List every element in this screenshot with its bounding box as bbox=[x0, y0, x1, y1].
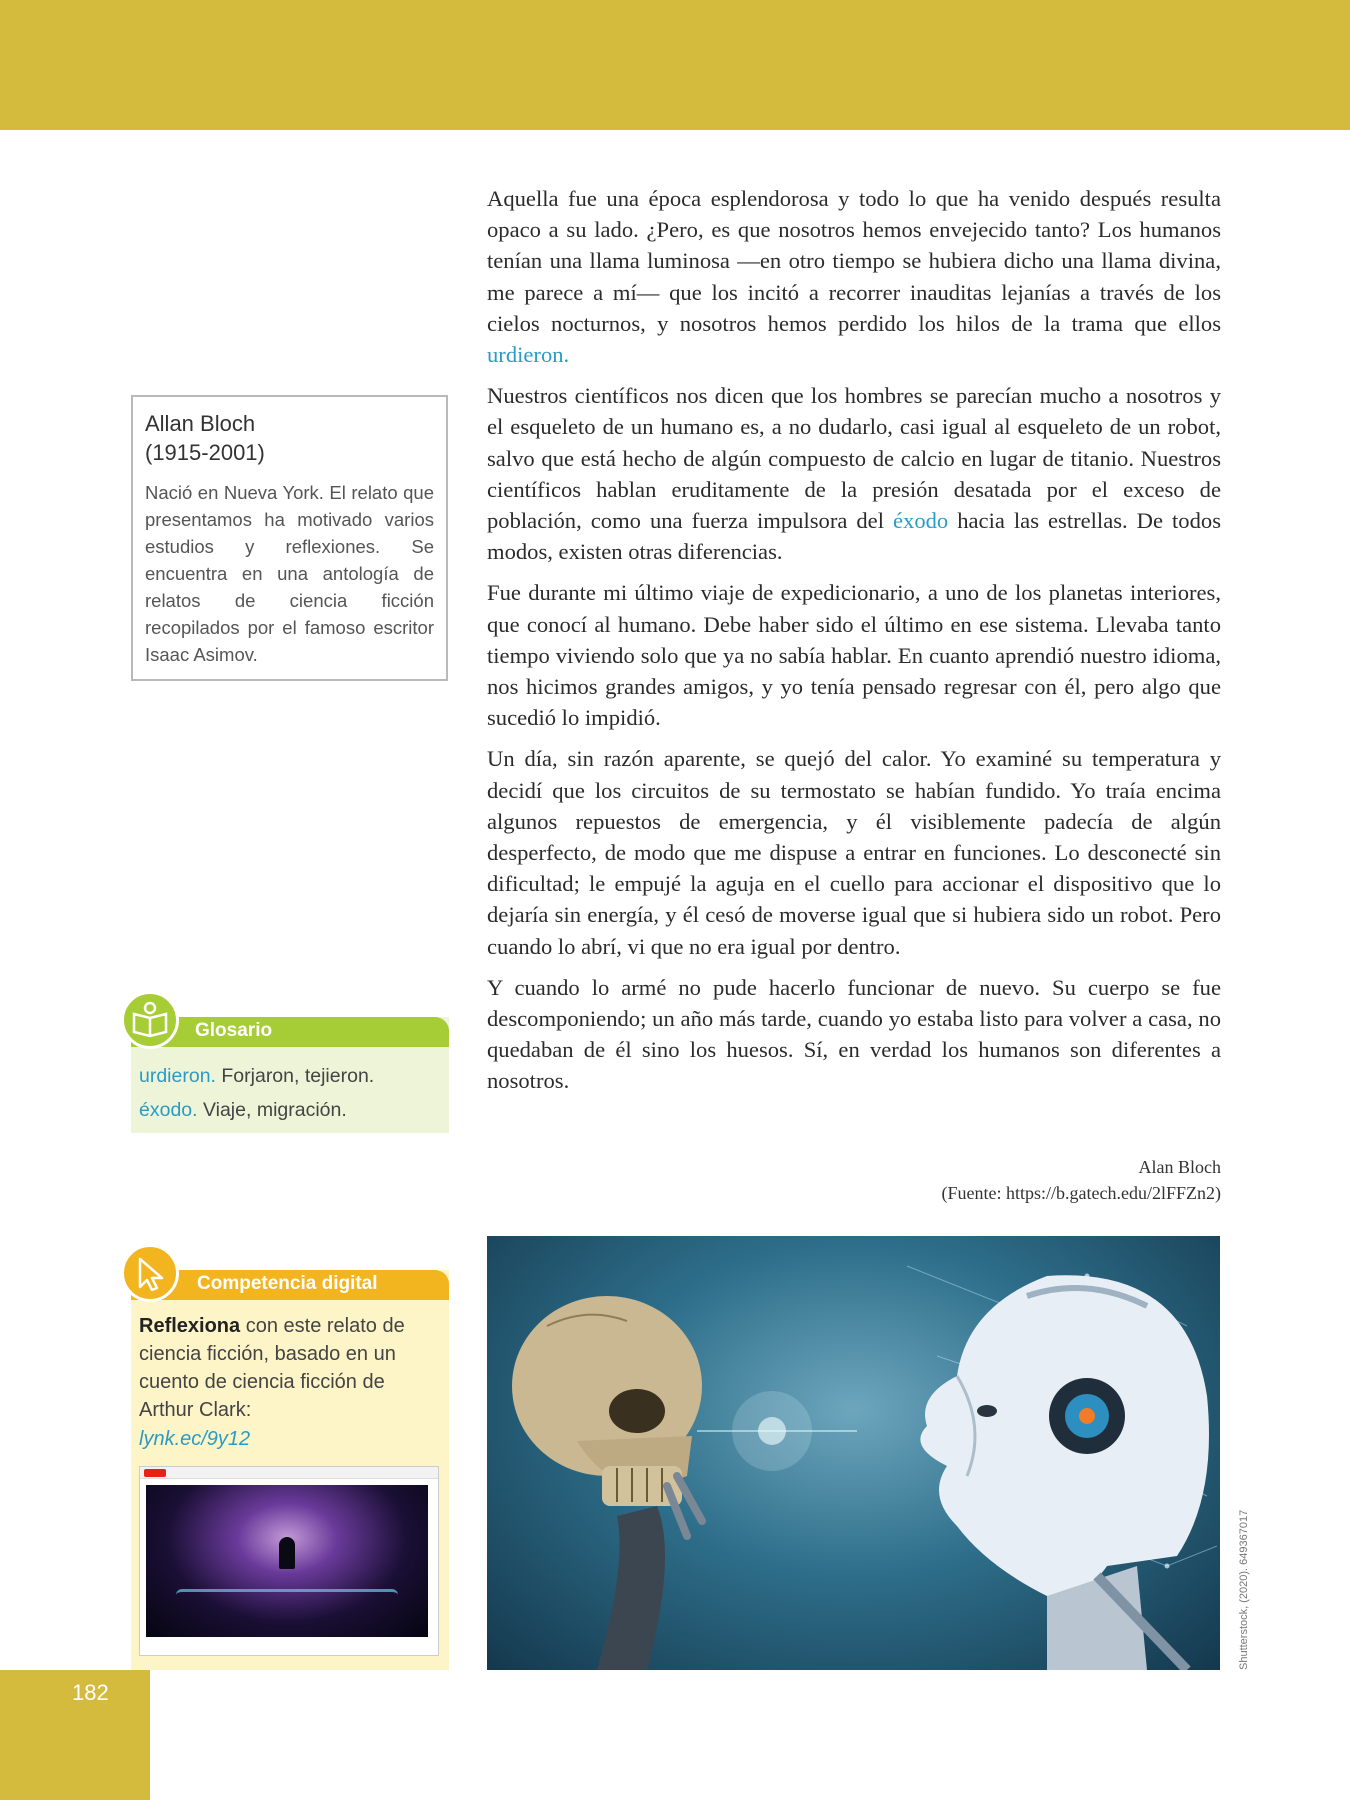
credit-author: Alan Bloch bbox=[1138, 1157, 1221, 1177]
author-box bbox=[131, 395, 448, 681]
story-text bbox=[487, 183, 1221, 1107]
competencia-title: Competencia digital bbox=[197, 1273, 378, 1294]
video-thumbnail[interactable] bbox=[139, 1466, 439, 1656]
author-bio: Nació en Nueva York. El relato que presentamos ha motivado varios estudios y reflexiones. Se encuentra en una antología de relatos de ciencia ficción recopilados por el famoso escritor Isaac Asimov. bbox=[145, 482, 434, 665]
story-paragraph-5: Y cuando lo armé no pude hacerlo funcionar de nuevo. Su cuerpo se fue descomponiendo; un año más tarde, cuando yo estaba listo para volver a casa, no quedaban de él sino los huesos. Sí, en verdad los humanos son diferentes a nosotros. bbox=[487, 974, 1221, 1094]
video-desk-shape bbox=[176, 1589, 398, 1619]
story-paragraph-3: Fue durante mi último viaje de expedicionario, a uno de los planetas interiores, que conocí al humano. Debe haber sido el último en ese sistema. Llevaba tanto tiempo viviendo solo que ya no sabía hablar. En cuanto aprendió nuestro idioma, nos hicimos grandes amigos, y yo tenía pensado regresar con él, pero algo que sucedió lo impidió. bbox=[487, 580, 1221, 731]
skull-robot-illustration bbox=[487, 1236, 1220, 1670]
cursor-icon bbox=[121, 1244, 179, 1302]
person-silhouette-icon bbox=[279, 1537, 295, 1569]
top-color-band bbox=[0, 0, 1350, 130]
glosario-entry: éxodo. Viaje, migración. bbox=[139, 1099, 347, 1121]
story-credit bbox=[942, 1154, 1221, 1206]
story-paragraph-1: Aquella fue una época esplendorosa y todo lo que ha venido después resulta opaco a su lado. ¿Pero, es que nosotros hemos envejecido tanto? Los humanos tenían una llama luminosa —en otro tiempo se hubiera dicho una llama divina, me parece a mí— que los incitó a recorrer inauditas lejanías a través de los cielos nocturnos, y nosotros hemos perdido los hilos de la trama que ellos urdieron. bbox=[487, 186, 1221, 368]
video-screen bbox=[146, 1485, 428, 1637]
author-name: Allan Bloch bbox=[145, 411, 256, 436]
author-years: (1915-2001) bbox=[145, 440, 265, 465]
glosario-entries bbox=[139, 1059, 374, 1127]
competencia-text: Reflexiona con este relato de ciencia ficción, basado en un cuento de ciencia ficción de Arthur Clark: bbox=[139, 1315, 405, 1421]
glosario-title: Glosario bbox=[195, 1020, 273, 1041]
video-toolbar bbox=[140, 1467, 438, 1479]
competencia-link[interactable]: lynk.ec/9y12 bbox=[139, 1428, 251, 1450]
story-paragraph-2: Nuestros científicos nos dicen que los hombres se parecían mucho a nosotros y el esqueleto de un humano es, a no dudarlo, casi igual al esqueleto de un robot, salvo que está hecho de algún compuesto de calcio en lugar de titanio. Nuestros científicos hablan eruditamente de la presión desatada por el exceso de población, como una fuerza impulsora del éxodo hacia las estrellas. De todos modos, existen otras diferencias. bbox=[487, 383, 1221, 565]
video-logo-icon bbox=[144, 1469, 166, 1477]
competencia-digital-box bbox=[131, 1270, 449, 1670]
glossary-term-urdieron: urdieron bbox=[487, 342, 564, 368]
image-credit: Shutterstock, (2020). 649367017 bbox=[1238, 1509, 1250, 1670]
credit-source: (Fuente: https://b.gatech.edu/2lFFZn2) bbox=[941, 1183, 1221, 1203]
glossary-term-exodo: éxodo bbox=[893, 508, 949, 534]
book-icon bbox=[121, 991, 179, 1049]
page-number: 182 bbox=[72, 1680, 109, 1705]
story-paragraph-4: Un día, sin razón aparente, se quejó del calor. Yo examiné su temperatura y decidí que los circuitos de su termostato se habían fundido. Yo traía encima algunos repuestos de emergencia, y él visiblemente padecía de algún desperfecto, de modo que me dispuse a entrar en funciones. Lo desconecté sin dificultad; le empujé la aguja en el cuello para accionar el dispositivo que lo dejaría sin energía, y él cesó de moverse igual que si hubiera sido un robot. Pero cuando lo abrí, vi que no era igual por dentro. bbox=[487, 746, 1221, 959]
glosario-box bbox=[131, 1017, 449, 1133]
glosario-entry: urdieron. Forjaron, tejieron. bbox=[139, 1065, 375, 1087]
